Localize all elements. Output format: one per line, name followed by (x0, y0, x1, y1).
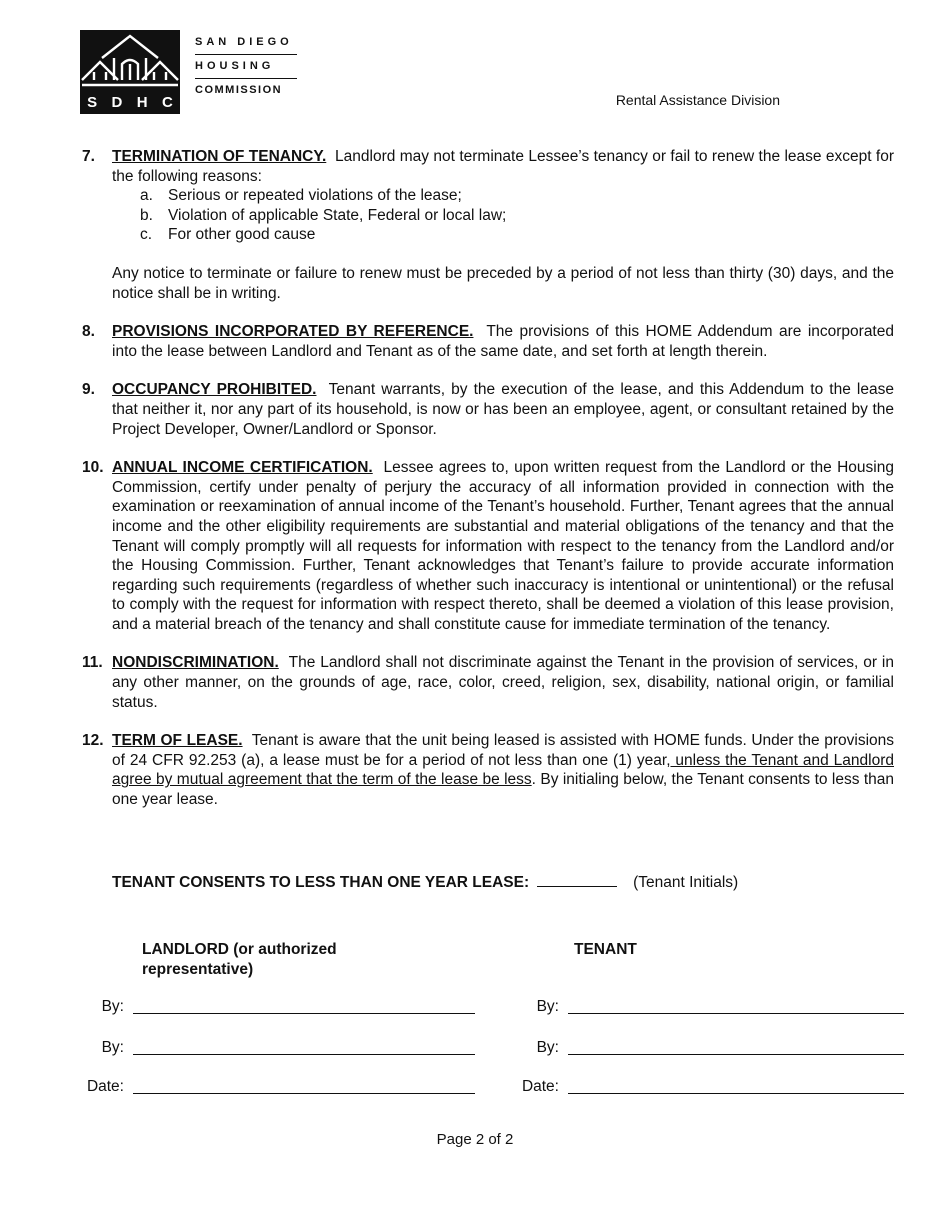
houses-logo-icon (80, 30, 180, 92)
tenant-date-line[interactable] (568, 1092, 904, 1094)
section-10 (82, 458, 894, 634)
landlord-signature-line[interactable] (133, 1012, 475, 1014)
by-label: By: (536, 1039, 559, 1056)
logo-letters (80, 94, 180, 111)
tenant-initials-field[interactable] (537, 870, 617, 887)
date-label: Date: (86, 1078, 124, 1095)
tenant-initials-label: (Tenant Initials) (633, 874, 739, 891)
section-text: Lessee agrees to, upon written request from the Landlord or the Housing Commission, certify under penalty of perjury the accuracy of all information provided in connection with the examination or reexamination of annual income of the Tenant’s household. Further, Tenant agrees that the annual income and the other eligibility requirements are substantial and material obligations of the tenancy and that the Tenant will comply promptly will all requests for information with respect to the tenancy from the Landlord and/or the Housing Commission. Further, Tenant acknowledges that Tenant’s failure to provide accurate information regarding such requirements (regardless of whether such inaccuracy is intentional or unintentional) or the refusal to comply with the request for information with respect thereto, shall be deemed a violation of this lease provision, and a material breach of the tenancy and shall constitute cause for immediate termination of the tenancy. (112, 459, 894, 633)
date-label: Date: (521, 1078, 559, 1095)
landlord-heading (142, 940, 337, 980)
section-number: 12. (82, 732, 104, 750)
list-text: Serious or repeated violations of the lease; (168, 187, 462, 205)
section-number: 9. (82, 381, 95, 399)
tenant-signature-line[interactable] (568, 1053, 904, 1055)
logo-line-commission: COMMISSION (195, 84, 283, 96)
sdhc-logo (80, 30, 180, 114)
by-label: By: (101, 998, 124, 1015)
section-text: . By initialing below, the Tenant consents to less than one year lease. (112, 771, 895, 809)
section-heading: TERMINATION OF TENANCY. (112, 148, 327, 165)
list-item (140, 225, 894, 245)
list-text: Violation of applicable State, Federal or local law; (168, 206, 507, 224)
section-heading: ANNUAL INCOME CERTIFICATION. (112, 459, 373, 477)
section-body (112, 458, 894, 634)
tenant-by-row-1 (516, 998, 904, 1016)
section-note: Any notice to terminate or failure to renew must be preceded by a period of not less than thirty (30) days, and the notice shall be in writing. (112, 264, 894, 302)
section-heading: PROVISIONS INCORPORATED BY REFERENCE. (112, 323, 474, 341)
section-heading: TERM OF LEASE. (112, 732, 243, 750)
list-text: For other good cause (168, 226, 316, 244)
section-heading: NONDISCRIMINATION. (112, 654, 279, 672)
consent-label: TENANT CONSENTS TO LESS THAN ONE YEAR LEASE: (112, 874, 530, 891)
logo-line-housing: HOUSING (195, 60, 275, 72)
landlord-heading-line: LANDLORD (or authorized (142, 941, 337, 958)
section-body (112, 380, 894, 439)
section-number: 8. (82, 323, 95, 341)
logo-rule (195, 54, 297, 55)
section-text: The Landlord shall not discriminate against the Tenant in the provision of services, or in any other manner, on the grounds of age, race, color, creed, religion, sex, disability, national origin, or familial status. (112, 654, 894, 711)
section-number: 11. (82, 654, 103, 672)
landlord-date-row (82, 1078, 475, 1096)
page-number: Page 2 of 2 (436, 1131, 514, 1148)
logo-letter: C (161, 94, 173, 111)
section-text-underlined: , unless the Tenant and Landlord agree by mutual agreement that the term of the lease be less (112, 751, 894, 789)
list-letter: a. (140, 187, 153, 205)
section-text: Tenant warrants, by the execution of the lease, and this Addendum to the lease that neither it, nor any part of its household, is now or has been an employee, agent, or consultant retained by the Project Developer, Owner/Landlord or Sponsor. (112, 381, 894, 438)
landlord-signature-line[interactable] (133, 1053, 475, 1055)
tenant-signature-line[interactable] (568, 1012, 904, 1014)
list-item (140, 186, 894, 206)
signature-block (82, 940, 904, 1110)
list-item (140, 206, 894, 226)
section-body (112, 731, 894, 809)
section-12 (82, 731, 894, 809)
letterhead (80, 30, 780, 116)
section-text: Tenant is aware that the unit being leased is assisted with HOME funds. Under the provisions of 24 CFR 92.253 (a), a lease must be for a period of not less than one (1) year (112, 732, 894, 769)
section-heading: OCCUPANCY PROHIBITED. (112, 381, 317, 399)
landlord-date-line[interactable] (133, 1092, 475, 1094)
logo-letter: D (111, 94, 123, 111)
addendum-sections (82, 147, 894, 810)
section-number: 10. (82, 459, 104, 477)
landlord-by-row-2 (82, 1039, 475, 1057)
section-11 (82, 653, 894, 712)
section-body (112, 147, 894, 303)
section-text: Landlord may not terminate Lessee’s tenancy or fail to renew the lease except for the following reasons: (112, 148, 895, 185)
list-letter: b. (140, 206, 153, 224)
section-8 (82, 322, 894, 361)
logo-letter: S (87, 94, 98, 111)
logo-letter: H (136, 94, 148, 111)
section-7 (82, 147, 894, 303)
section-text: The provisions of this HOME Addendum are incorporated into the lease between Landlord and Tenant as of the same date, and set forth at length therein. (112, 323, 894, 360)
section-number: 7. (82, 148, 95, 165)
section-body (112, 653, 894, 712)
section-body (112, 322, 894, 361)
tenant-heading: TENANT (574, 941, 637, 958)
logo-line-san-diego: SAN DIEGO (195, 36, 293, 48)
division-name: Rental Assistance Division (615, 92, 780, 108)
logo-rule (195, 78, 297, 79)
tenant-date-row (516, 1078, 904, 1096)
by-label: By: (536, 998, 559, 1015)
consent-line (112, 870, 738, 892)
by-label: By: (101, 1039, 124, 1056)
tenant-by-row-2 (516, 1039, 904, 1057)
logo-wordmark (195, 34, 300, 98)
landlord-by-row-1 (82, 998, 475, 1016)
list-letter: c. (140, 226, 153, 244)
section-9 (82, 380, 894, 439)
landlord-heading-line: representative) (142, 961, 254, 978)
